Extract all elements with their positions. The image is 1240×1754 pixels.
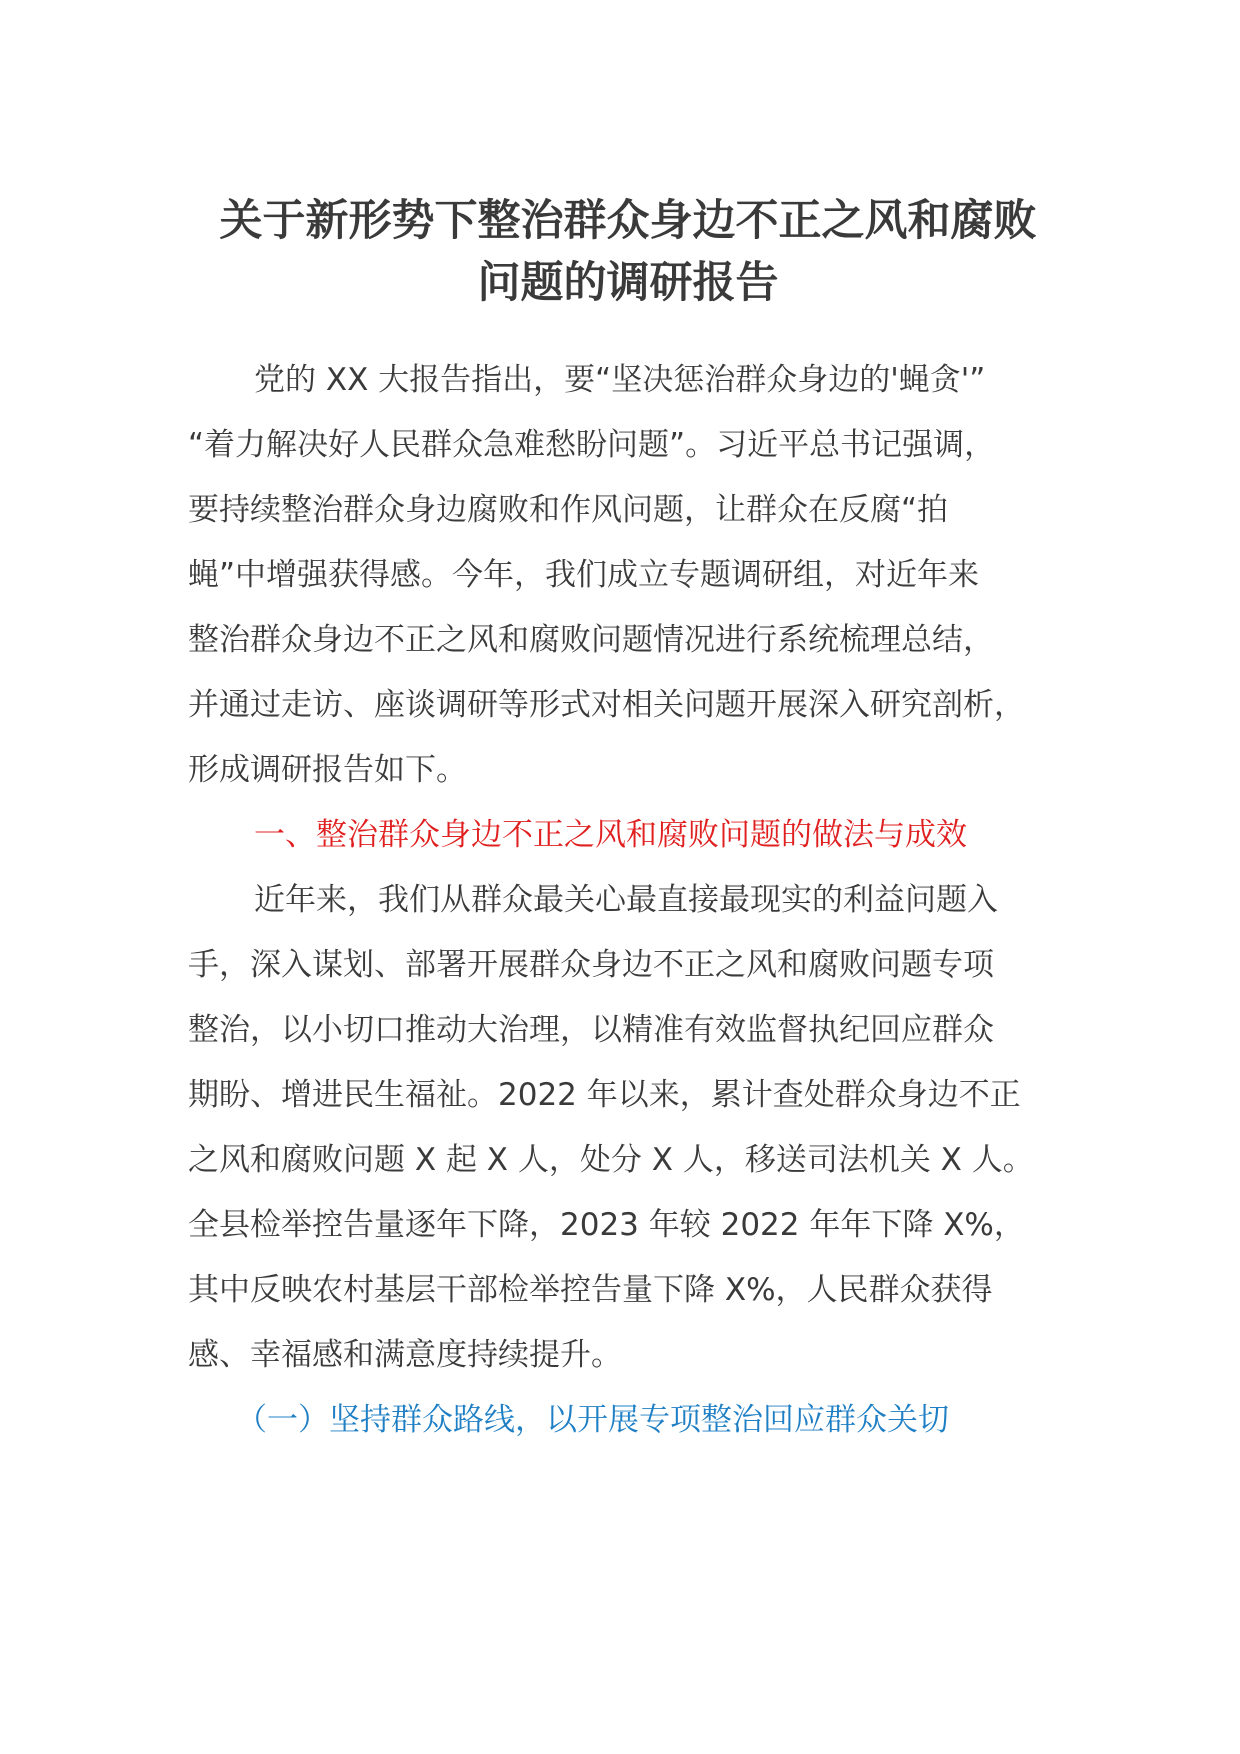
text-line: 整治，以小切口推动大治理，以精准有效监督执纪回应群众 bbox=[188, 1012, 994, 1048]
document-page bbox=[188, 190, 1068, 1453]
heading-text: 一、整治群众身边不正之风和腐败问题的做法与成效 bbox=[254, 817, 967, 853]
text-line: 之风和腐败问题 X 起 X 人，处分 X 人，移送司法机关 X 人。 bbox=[188, 1142, 1034, 1178]
text-line: 全县检举控告量逐年下降，2023 年较 2022 年年下降 X%， bbox=[188, 1207, 1025, 1243]
text-line: 党的 XX 大报告指出，要“坚决惩治群众身边的'蝇贪'” bbox=[254, 362, 986, 398]
title-line-2: 问题的调研报告 bbox=[477, 258, 779, 308]
document-body bbox=[188, 348, 1068, 1453]
text-line: 并通过走访、座谈调研等形式对相关问题开展深入研究剖析， bbox=[188, 687, 1025, 723]
section-1-paragraph bbox=[188, 868, 1068, 1388]
section-heading-1 bbox=[188, 803, 1068, 868]
text-line: 整治群众身边不正之风和腐败问题情况进行系统梳理总结， bbox=[188, 622, 994, 658]
text-line: “着力解决好人民群众急难愁盼问题”。习近平总书记强调， bbox=[188, 427, 996, 463]
text-line: 其中反映农村基层干部检举控告量下降 X%，人民群众获得 bbox=[188, 1272, 993, 1308]
subheading-text: （一）坚持群众路线，以开展专项整治回应群众关切 bbox=[236, 1402, 949, 1438]
text-line: 期盼、增进民生福祉。2022 年以来，累计查处群众身边不正 bbox=[188, 1077, 1021, 1113]
title-line-1: 关于新形势下整治群众身边不正之风和腐败 bbox=[219, 196, 1037, 246]
text-line: 手，深入谋划、部署开展群众身边不正之风和腐败问题专项 bbox=[188, 947, 994, 983]
text-line: 蝇”中增强获得感。今年，我们成立专题调研组，对近年来 bbox=[188, 557, 980, 593]
document-title bbox=[188, 190, 1068, 314]
text-line: 感、幸福感和满意度持续提升。 bbox=[188, 1337, 622, 1373]
text-line: 要持续整治群众身边腐败和作风问题，让群众在反腐“拍 bbox=[188, 492, 949, 528]
text-line: 近年来，我们从群众最关心最直接最现实的利益问题入 bbox=[254, 882, 998, 918]
text-line: 形成调研报告如下。 bbox=[188, 752, 467, 788]
subsection-heading-1 bbox=[188, 1388, 1068, 1453]
intro-paragraph bbox=[188, 348, 1068, 803]
